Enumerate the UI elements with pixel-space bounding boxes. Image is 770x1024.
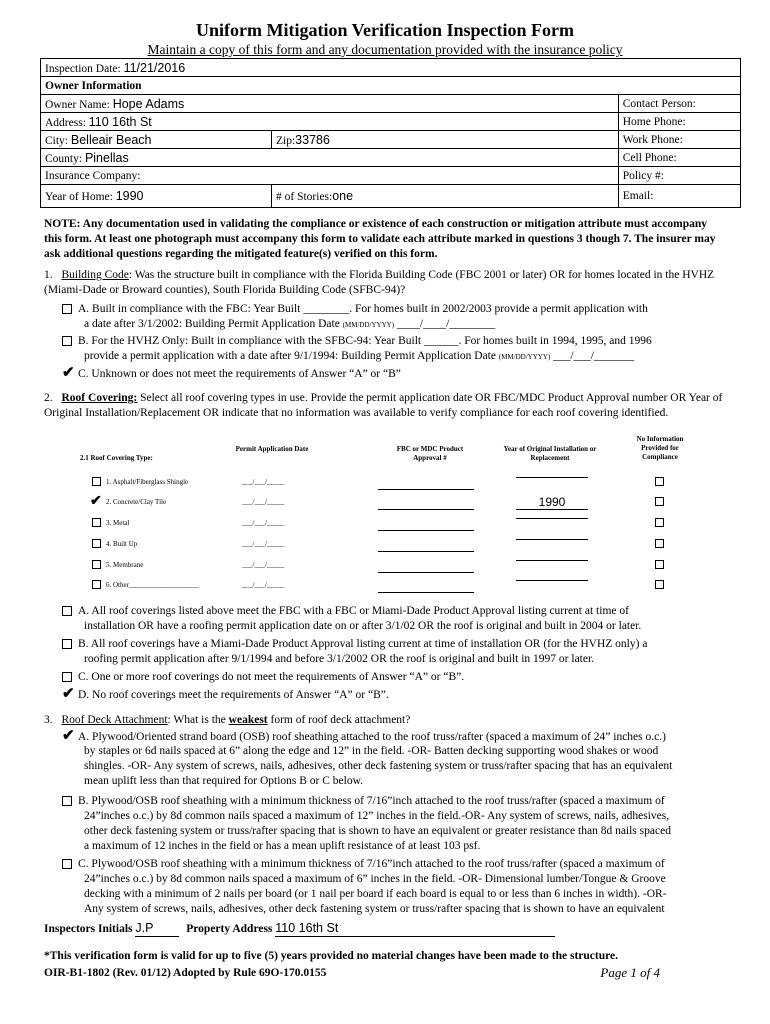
inspector-initials-line: Inspectors Initials J.P Property Address 110 16th St — [44, 921, 734, 937]
roof-type-check-icon[interactable]: ✔ — [90, 494, 102, 509]
q2-option-c[interactable]: C. One or more roof coverings do not meet the requirements of Answer “A” or “B”. — [62, 670, 734, 685]
q1a-checkbox[interactable] — [62, 304, 72, 314]
home-phone-cell[interactable]: Home Phone: — [618, 113, 740, 131]
property-address-value[interactable]: 110 16th St — [275, 921, 555, 937]
address-cell[interactable]: Address: 110 16th St — [41, 113, 619, 131]
col-permit-header: Permit Application Date — [235, 445, 309, 453]
roof-type-checkbox[interactable] — [92, 539, 101, 548]
roof-type-checkbox[interactable] — [92, 477, 101, 486]
q2d-check-icon[interactable]: ✔ — [62, 686, 75, 702]
inspection-date-value[interactable]: 11/21/2016 — [123, 60, 186, 75]
q2-option-d[interactable]: ✔ D. No roof coverings meet the requirements of Answer “A” or “B”. — [62, 686, 389, 702]
q3-option-c[interactable]: C. Plywood/OSB roof sheathing with a minimum thickness of 7/16”inch attached to the roof truss/rafter (spaced a maximum of — [62, 857, 734, 872]
email-cell[interactable]: Email: — [618, 185, 740, 208]
work-phone-cell[interactable]: Work Phone: — [618, 131, 740, 149]
no-info-checkbox[interactable] — [655, 580, 664, 589]
q1b-checkbox[interactable] — [62, 336, 72, 346]
policy-number-cell[interactable]: Policy #: — [618, 167, 740, 185]
col-noinfo-header: No Information Provided for Compliance — [636, 435, 684, 461]
owner-name-cell[interactable]: Owner Name: Hope Adams — [41, 95, 619, 113]
q1-title: Building Code — [61, 269, 129, 281]
county-value[interactable]: Pinellas — [84, 150, 129, 165]
owner-info-table — [40, 58, 741, 208]
no-info-checkbox[interactable] — [655, 477, 664, 486]
roof-row: 3. Metal ___/___/_____ — [92, 518, 672, 532]
no-info-checkbox[interactable] — [655, 560, 664, 569]
stories-cell[interactable]: # of Stories:one — [272, 185, 619, 208]
county-cell[interactable]: County: Pinellas — [41, 149, 619, 167]
q1c-check-icon[interactable]: ✔ — [62, 365, 75, 381]
form-page: Uniform Mitigation Verification Inspection Form Maintain a copy of this form and any documentation provided with the insurance policy Inspection Date: 11/21/2016 Owner Information Owner Name: Hope Adams Contact Person: Address: 110 16th St Home Phone: City: Belleair Beach Zip:33786 Work Phone: County: Pinellas Cell Phone: Insurance Company: Policy #: Year of Home: 1990 # of Stories:one Email: NOTE: Any documentation used in validating the compliance or existence of each construction or mitigation attribute must accompany this form. At least one photograph must accompany this form to validate each attribute marked in questions 3 though 7. The insurer may ask additional questions regarding the mitigated feature(s) verified on this form. 1. Building Code: Was the structure built in compliance with the Florida Building Code (FBC 2001 or later) OR for homes located in the HVHZ (Miami-Dade or Broward counties), South Florida Building Code (SFBC-94)? A. Built in compliance with the FBC: Year Built ________. For homes built in 2002/2003 provide a permit application with a date after 3/1/2002: Building Permit Application Date (MM/DD/YYYY) ____/____/________ B. For the HVHZ Only: Built in compliance with the SFBC-94: Year Built ______. For homes built in 1994, 1995, and 1996 provide a permit application with a date after 9/1/1994: Building Permit Application Date (MM/DD/YYYY) ___/___/_______ ✔ C. Unknown or does not meet the requirements of Answer “A” or “B” 2. Roof Covering: Select all roof covering types in use. Provide the permit application date OR FBC/MDC Product Approval number OR Year of Original Installation/Replacement OR indicate that no information was available to verify compliance for each roof covering identified. 2.1 Roof Covering Type: Permit Application Date FBC or MDC Product Approval # Year of Original Installation or Replacement No Information Provided for Compliance 1. Asphalt/Fiberglass Shingle ___/___/_____ ✔ 2. Concrete/Clay Tile ___/___/_____ 1990 3. Metal ___/___/_____ 4. Built Up ___/___/_____ 5. Membrane ___/___/_____ 6. Other____________________ ___/___/_____ A. All roof coverings listed above meet the FBC with a FBC or Miami-Dade Product Approval listing current at time of installation OR have a roofing permit application date on or after 3/1/02 OR the roof is original and built in 2004 or later. B. All roof coverings have a Miami-Dade Product Approval listing current at time of installation OR (for the HVHZ only) a roofing permit application after 9/1/1994 and before 3/1/2002 OR the roof is original and built in 1997 or later. C. One or more roof coverings do not meet the requirements of Answer “A” or “B”. ✔ D. No roof coverings meet the requirements of Answer “A” or “B”. 3. Roof Deck Attachment: What is the weakest form of roof deck attachment? ✔ A. Plywood/Oriented strand board (OSB) roof sheathing attached to the roof truss/rafter (spaced a maximum of 24” inches o.c.) by staples or 6d nails spaced at 6” along the edge and 12” in the field. -OR- Batten decking supporting wood shakes or wood shingles. -OR- Any system of screws, nails, adhesives, other deck fastening system or truss/rafter spacing that has an equivalent mean uplift less than that required for Options B or C below. B. Plywood/OSB roof sheathing with a minimum thickness of 7/16”inch attached to the roof truss/rafter (spaced a maximum of 24”inches o.c.) by 8d common nails spaced a maximum of 12” inches in the field.-OR- Any system of screws, nails, adhesives, other deck fastening system or truss/rafter spacing that is shown to have an equivalent or greater resistance than 8d nails spaced a maximum of 12 inches in the field or has a mean uplift resistance of at least 103 psf. C. Plywood/OSB roof sheathing with a minimum thickness of 7/16”inch attached to the roof truss/rafter (spaced a maximum of 24”inches o.c.) by 8d common nails spaced a maximum of 6” inches in the field. -OR- Dimensional lumber/Tongue & Groove decking with a minimum of 2 nails per board (or 1 nail per board if each board is equal to or less than 6 inches in width). -OR- Any system of screws, nails, adhesives, other deck fastening system or truss/rafter spacing that is shown to have an equivalent Inspectors Initials J.P Property Address 110 16th St *This verification form is valid for up to five (5) years provided no material changes have been made to the structure. OIR-B1-1802 (Rev. 01/12) Adopted by Rule 69O-170.0155 Page 1 of 4 — [0, 0, 770, 1024]
insurance-company-cell[interactable]: Insurance Company: — [41, 167, 619, 185]
zip-value[interactable]: 33786 — [295, 132, 330, 147]
note-paragraph: NOTE: Any documentation used in validating the compliance or existence of each construction or mitigation attribute must accompany this form. At least one photograph must accompany this form to validate each attribute marked in questions 3 though 7. The insurer may ask additional questions regarding the mitigated feature(s) verified on this form. — [44, 218, 716, 260]
zip-cell[interactable]: Zip:33786 — [272, 131, 619, 149]
cell-phone-cell[interactable]: Cell Phone: — [618, 149, 740, 167]
concrete-tile-year-value[interactable]: 1990 — [516, 495, 588, 510]
q1-option-b[interactable]: B. For the HVHZ Only: Built in compliance with the SFBC-94: Year Built ______. For homes built in 1994, 1995, and 1996 — [62, 334, 734, 349]
q3-option-a[interactable]: ✔ A. Plywood/Oriented strand board (OSB) roof sheathing attached to the roof truss/rafter (spaced a maximum of 24” inches o.c.) — [62, 728, 666, 744]
q3-option-b[interactable]: B. Plywood/OSB roof sheathing with a minimum thickness of 7/16”inch attached to the roof truss/rafter (spaced a maximum of — [62, 794, 734, 809]
roof-row: ✔ 2. Concrete/Clay Tile ___/___/_____ 1990 — [92, 497, 672, 511]
no-info-checkbox[interactable] — [655, 497, 664, 506]
no-info-checkbox[interactable] — [655, 539, 664, 548]
q3b-checkbox[interactable] — [62, 796, 72, 806]
col-year-header: Year of Original Installation or Replacement — [503, 445, 597, 462]
roof-type-checkbox[interactable] — [92, 518, 101, 527]
form-subtitle: Maintain a copy of this form and any documentation provided with the insurance policy — [147, 42, 623, 57]
form-id: OIR-B1-1802 (Rev. 01/12) Adopted by Rule 69O-170.0155 — [44, 967, 327, 979]
roof-row: 1. Asphalt/Fiberglass Shingle ___/___/_____ — [92, 477, 672, 491]
stories-value[interactable]: one — [332, 189, 354, 203]
roof-type-checkbox[interactable] — [92, 580, 101, 589]
col-fbc-header: FBC or MDC Product Approval # — [396, 445, 464, 462]
q2-title: Roof Covering: — [61, 392, 138, 404]
form-title: Uniform Mitigation Verification Inspection Form — [196, 20, 574, 40]
inspection-date-cell[interactable]: Inspection Date: 11/21/2016 — [41, 59, 741, 77]
address-value[interactable]: 110 16th St — [88, 114, 152, 129]
owner-info-heading: Owner Information — [41, 77, 741, 95]
q3-title: Roof Deck Attachment — [61, 714, 168, 726]
q2-option-b[interactable]: B. All roof coverings have a Miami-Dade Product Approval listing current at time of installation OR (for the HVHZ only) a — [62, 637, 734, 652]
no-info-checkbox[interactable] — [655, 518, 664, 527]
year-of-home-cell[interactable]: Year of Home: 1990 — [41, 185, 272, 208]
q3c-checkbox[interactable] — [62, 859, 72, 869]
roof-row: 5. Membrane ___/___/_____ — [92, 560, 672, 574]
q1-option-c[interactable]: ✔ C. Unknown or does not meet the requirements of Answer “A” or “B” — [62, 365, 401, 381]
q2c-checkbox[interactable] — [62, 672, 72, 682]
col-roof-type-header: 2.1 Roof Covering Type: — [80, 454, 153, 462]
owner-name-value[interactable]: Hope Adams — [112, 96, 185, 111]
q2a-checkbox[interactable] — [62, 606, 72, 616]
q3a-check-icon[interactable]: ✔ — [62, 728, 75, 744]
validity-notice: *This verification form is valid for up to five (5) years provided no material changes have been made to the structure. — [44, 950, 618, 962]
q2b-checkbox[interactable] — [62, 639, 72, 649]
contact-person-cell[interactable]: Contact Person: — [618, 95, 740, 113]
q3-roof-deck: 3. Roof Deck Attachment: What is the weakest form of roof deck attachment? — [44, 714, 411, 726]
roof-row: 4. Built Up ___/___/_____ — [92, 539, 672, 553]
q2-option-a[interactable]: A. All roof coverings listed above meet the FBC with a FBC or Miami-Dade Product Approval listing current at time of — [62, 604, 734, 619]
q1-building-code: 1. Building Code: Was the structure built in compliance with the Florida Building Code (FBC 2001 or later) OR for homes located in the HVHZ (Miami-Dade or Broward counties), South Florida Building Code (SFBC-94)? — [44, 269, 715, 296]
q1-option-a[interactable]: A. Built in compliance with the FBC: Year Built ________. For homes built in 2002/2003 provide a permit application with — [62, 302, 734, 317]
q2-roof-covering: 2. Roof Covering: Select all roof covering types in use. Provide the permit application date OR FBC/MDC Product Approval number OR Year of Original Installation/Replacement OR indicate that no information was available to verify compliance for each roof covering identified. — [44, 392, 723, 419]
year-of-home-value[interactable]: 1990 — [115, 189, 144, 203]
city-cell[interactable]: City: Belleair Beach — [41, 131, 272, 149]
city-value[interactable]: Belleair Beach — [70, 132, 152, 147]
roof-type-checkbox[interactable] — [92, 560, 101, 569]
page-number: Page 1 of 4 — [600, 965, 660, 980]
inspector-initials-value[interactable]: J.P — [135, 921, 179, 937]
roof-row: 6. Other____________________ ___/___/_____ — [92, 580, 672, 594]
